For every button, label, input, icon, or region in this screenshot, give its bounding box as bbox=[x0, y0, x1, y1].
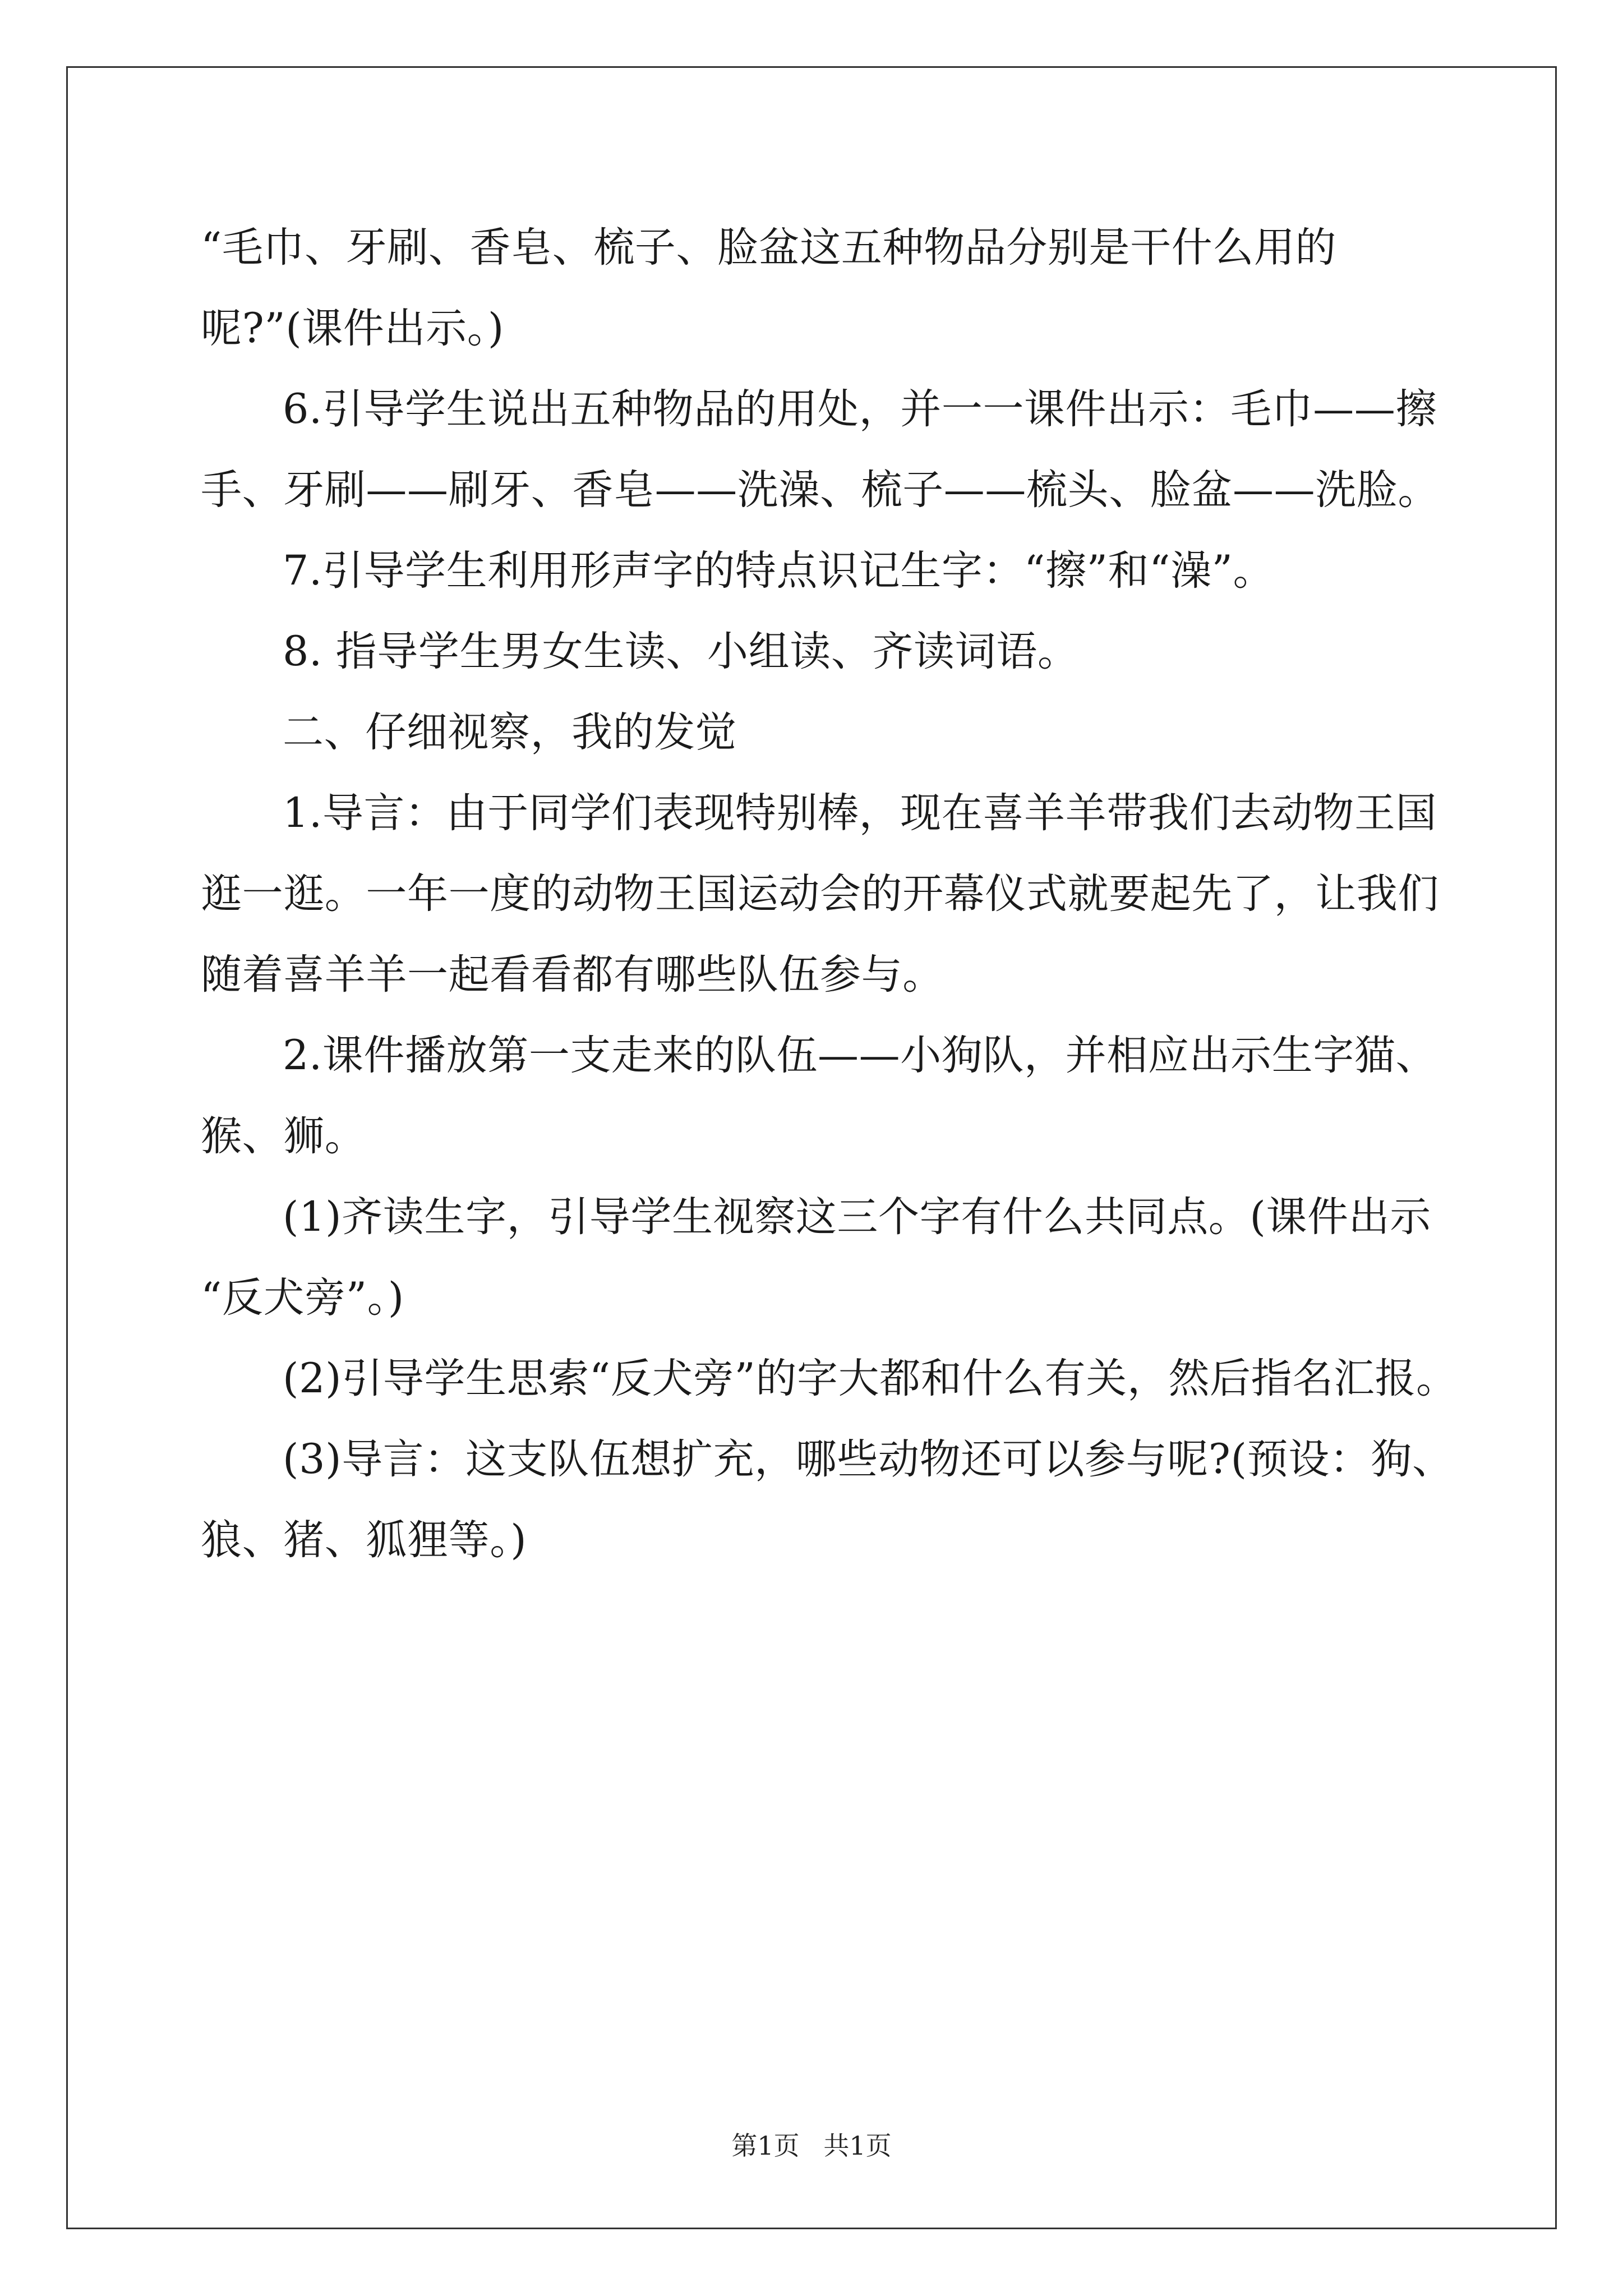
page-total: 共1页 bbox=[823, 2131, 892, 2161]
text-line: 呢?”(课件出示。) bbox=[201, 305, 504, 352]
text-line: (3)导言：这支队伍想扩充，哪些动物还可以参与呢?(预设：狗、 bbox=[283, 1435, 1454, 1483]
text-line: 2.课件播放第一支走来的队伍——小狗队，并相应出示生字猫、 bbox=[283, 1032, 1437, 1079]
text-line: 7.引导学生利用形声字的特点识记生字：“擦”和“澡”。 bbox=[283, 547, 1275, 595]
text-line: 二、仔细视察，我的发觉 bbox=[283, 708, 737, 756]
text-line: (1)齐读生字，引导学生视察这三个字有什么共同点。(课件出示 bbox=[283, 1193, 1431, 1241]
page-footer bbox=[0, 2129, 1623, 2162]
text-line: 随着喜羊羊一起看看都有哪些队伍参与。 bbox=[201, 951, 944, 999]
text-line: “毛巾、牙刷、香皂、梳子、脸盆这五种物品分别是干什么用的 bbox=[201, 224, 1337, 272]
text-line: (2)引导学生思索“反犬旁”的字大都和什么有关，然后指名汇报。 bbox=[283, 1355, 1458, 1402]
text-line: “反犬旁”。) bbox=[201, 1274, 404, 1322]
text-line: 8. 指导学生男女生读、小组读、齐读词语。 bbox=[283, 628, 1079, 675]
text-line: 1.导言：由于同学们表现特别棒，现在喜羊羊带我们去动物王国 bbox=[283, 789, 1437, 837]
document-body bbox=[201, 208, 1458, 1581]
text-line: 手、牙刷——刷牙、香皂——洗澡、梳子——梳头、脸盆——洗脸。 bbox=[201, 466, 1439, 514]
text-line: 猴、狮。 bbox=[201, 1112, 366, 1160]
page-number: 第1页 bbox=[731, 2131, 800, 2161]
text-line: 6.引导学生说出五种物品的用处，并一一课件出示：毛巾——擦 bbox=[283, 385, 1437, 433]
text-line: 狼、猪、狐狸等。) bbox=[201, 1516, 527, 1564]
text-line: 逛一逛。一年一度的动物王国运动会的开幕仪式就要起先了，让我们 bbox=[201, 870, 1439, 918]
